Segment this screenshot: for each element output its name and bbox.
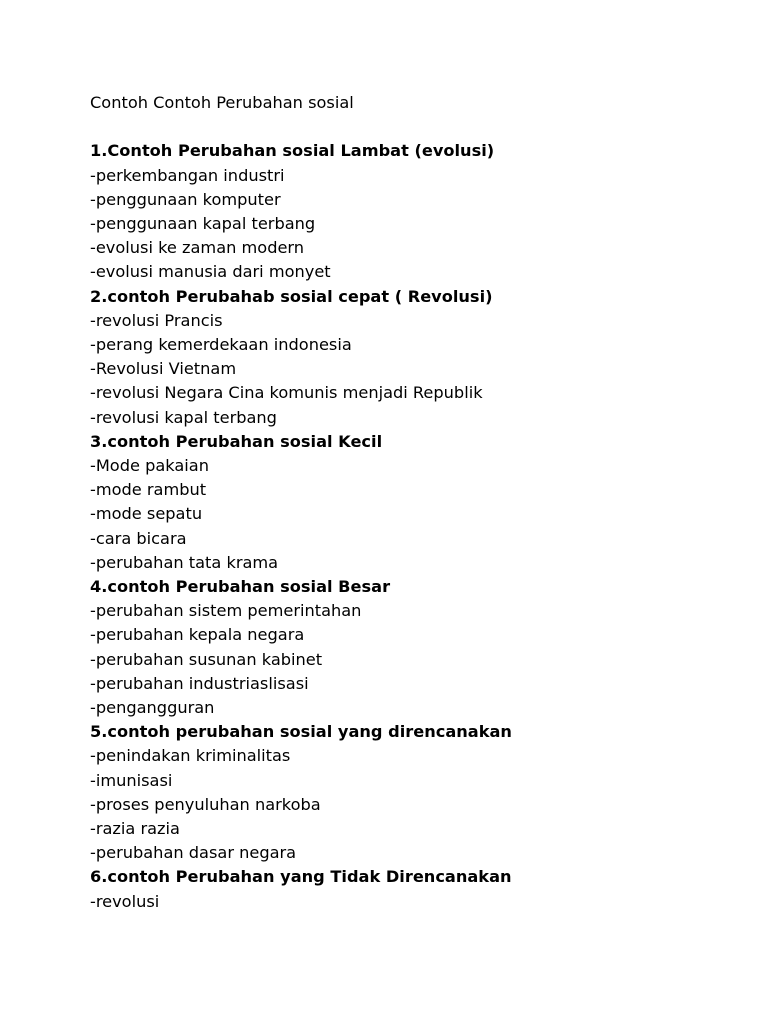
section-heading: 2.contoh Perubahab sosial cepat ( Revolusi) bbox=[90, 286, 493, 306]
list-item: -perubahan industriaslisasi bbox=[90, 673, 309, 693]
section-2 bbox=[90, 285, 750, 430]
list-item: -evolusi manusia dari monyet bbox=[90, 262, 331, 282]
list-item: -revolusi bbox=[90, 891, 160, 911]
section-1 bbox=[90, 139, 750, 284]
list-item: -perubahan sistem pemerintahan bbox=[90, 601, 362, 621]
section-heading: 3.contoh Perubahan sosial Kecil bbox=[90, 431, 383, 451]
list-item: -perubahan susunan kabinet bbox=[90, 649, 323, 669]
blank-line bbox=[90, 115, 750, 139]
list-item: -Revolusi Vietnam bbox=[90, 359, 237, 379]
document-body bbox=[90, 91, 750, 914]
section-heading: 1.Contoh Perubahan sosial Lambat (evolusi) bbox=[90, 141, 495, 161]
document-title: Contoh Contoh Perubahan sosial bbox=[90, 93, 354, 112]
list-item: -mode sepatu bbox=[90, 504, 203, 524]
list-item: -mode rambut bbox=[90, 480, 207, 500]
list-item: -perubahan dasar negara bbox=[90, 843, 297, 863]
list-item: -perubahan kepala negara bbox=[90, 625, 305, 645]
list-item: -razia razia bbox=[90, 819, 180, 839]
list-item: -perang kemerdekaan indonesia bbox=[90, 335, 352, 355]
section-3 bbox=[90, 430, 750, 575]
list-item: -penggunaan komputer bbox=[90, 189, 281, 209]
list-item: -revolusi Prancis bbox=[90, 310, 223, 330]
list-item: -evolusi ke zaman modern bbox=[90, 238, 305, 258]
list-item: -cara bicara bbox=[90, 528, 187, 548]
list-item: -imunisasi bbox=[90, 770, 173, 790]
list-item: -revolusi kapal terbang bbox=[90, 407, 277, 427]
list-item: -Mode pakaian bbox=[90, 456, 209, 476]
section-heading: 5.contoh perubahan sosial yang direncanakan bbox=[90, 722, 512, 742]
section-4 bbox=[90, 575, 750, 720]
section-6 bbox=[90, 865, 750, 913]
list-item: -pengangguran bbox=[90, 698, 215, 718]
section-heading: 6.contoh Perubahan yang Tidak Direncanakan bbox=[90, 867, 512, 887]
list-item: -penindakan kriminalitas bbox=[90, 746, 291, 766]
list-item: -revolusi Negara Cina komunis menjadi Republik bbox=[90, 383, 483, 403]
list-item: -perubahan tata krama bbox=[90, 552, 279, 572]
section-heading: 4.contoh Perubahan sosial Besar bbox=[90, 577, 391, 597]
section-5 bbox=[90, 720, 750, 865]
list-item: -perkembangan industri bbox=[90, 165, 285, 185]
list-item: -penggunaan kapal terbang bbox=[90, 214, 316, 233]
list-item: -proses penyuluhan narkoba bbox=[90, 794, 321, 814]
